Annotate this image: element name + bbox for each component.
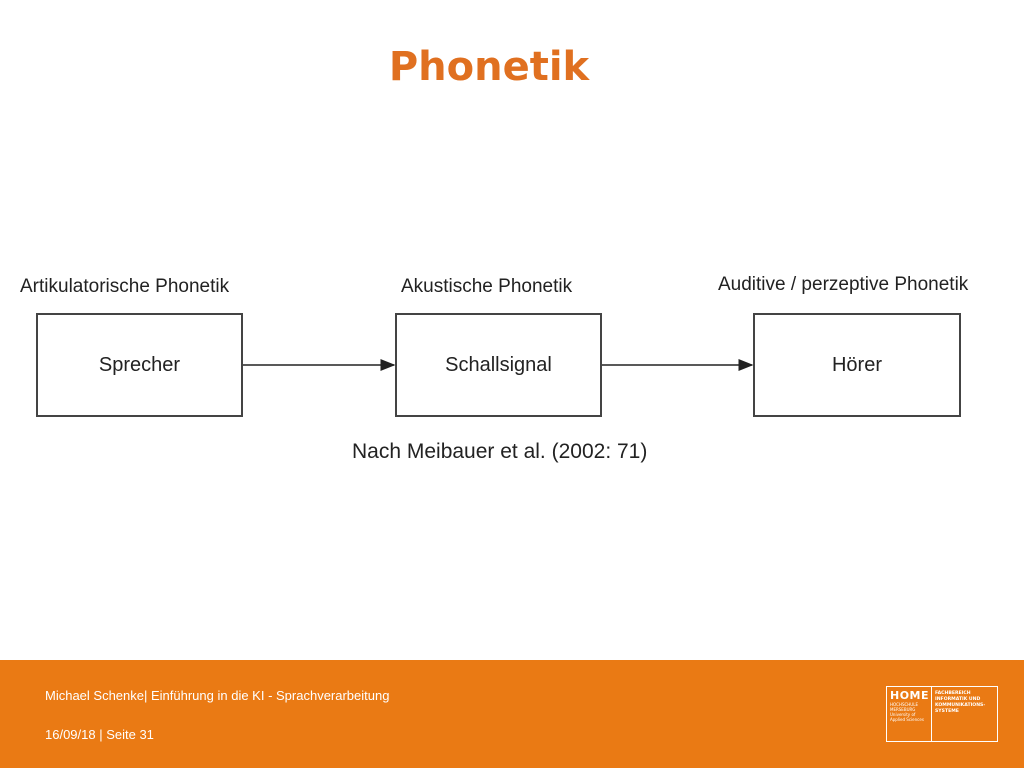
- logo-dept-3: KOMMUNIKATIONS-: [935, 703, 986, 708]
- logo-sub-3: University of: [890, 712, 916, 717]
- logo-sub-2: MERSEBURG: [890, 707, 916, 712]
- label-auditive-phonetics: Auditive / perzeptive Phonetik: [718, 274, 969, 295]
- label-articulatory-phonetics: Artikulatorische Phonetik: [20, 276, 230, 297]
- footer-bar: [0, 660, 1024, 768]
- university-logo: [886, 686, 998, 742]
- logo-right-panel: [932, 687, 997, 741]
- logo-left-panel: [887, 687, 932, 741]
- logo-dept-2: INFORMATIK UND: [935, 697, 981, 702]
- logo-sub-1: HOCHSCHULE: [890, 702, 918, 707]
- logo-sub-4: Applied Sciences: [890, 717, 924, 722]
- logo-mark: HOME: [890, 689, 930, 702]
- box-listener: Hörer: [753, 313, 961, 417]
- logo-dept-1: FACHBEREICH: [935, 691, 971, 696]
- footer-date-page: 16/09/18 | Seite 31: [45, 727, 154, 742]
- footer-author-course: Michael Schenke| Einführung in die KI - Sprachverarbeitung: [45, 688, 390, 703]
- logo-dept-4: SYSTEME: [935, 709, 959, 714]
- box-sound-signal: Schallsignal: [395, 313, 602, 417]
- label-acoustic-phonetics: Akustische Phonetik: [401, 276, 573, 297]
- slide-title: Phonetik: [388, 44, 590, 90]
- citation: Nach Meibauer et al. (2002: 71): [352, 440, 648, 463]
- box-speaker: Sprecher: [36, 313, 243, 417]
